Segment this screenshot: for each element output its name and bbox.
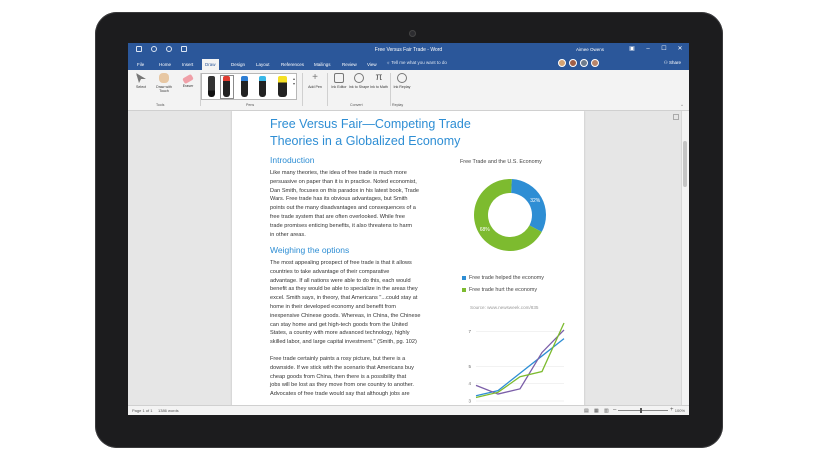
ink-editor-button[interactable] xyxy=(328,73,350,89)
title-bar xyxy=(128,43,689,57)
text-line: free trade system that are often overlooked. While free xyxy=(270,213,405,220)
ink-replay-button[interactable] xyxy=(391,73,413,89)
word-count[interactable]: 1386 words xyxy=(158,408,179,413)
red-pen[interactable] xyxy=(223,76,230,97)
text-line: Wars. Free trade has its obvious advantages, but Smith xyxy=(270,196,408,203)
plus-icon: + xyxy=(312,72,318,83)
tab-review[interactable]: Review xyxy=(342,62,357,67)
group-label-pens: Pens xyxy=(246,103,255,107)
eraser-icon xyxy=(182,74,194,84)
group-label-tools: Tools xyxy=(156,103,165,107)
print-layout-icon[interactable]: ▦ xyxy=(594,408,599,414)
maximize-icon[interactable]: ☐ xyxy=(661,46,667,52)
series-line[interactable] xyxy=(476,330,564,394)
window-controls xyxy=(627,45,685,54)
ribbon-draw xyxy=(128,70,689,111)
text-line: advantage. If all nations were able to do this, each would xyxy=(270,277,411,284)
page-count[interactable]: Page 1 of 1 xyxy=(132,408,153,413)
status-bar xyxy=(128,405,689,415)
tell-me-text: Tell me what you want to do xyxy=(391,60,447,65)
ink-to-math-label: Ink to Math xyxy=(370,85,388,89)
text-line: Free trade certainly paints a rosy picture, but there is a xyxy=(270,356,406,362)
legend-swatch-green xyxy=(462,288,466,292)
text-line: jobs will be lost as they move from one country to another. xyxy=(270,382,414,389)
document-title-line: Theories in a Globalized Economy xyxy=(270,134,461,148)
tab-design[interactable]: Design xyxy=(231,62,246,67)
chart-source: Source: www.newsweek.com/835 xyxy=(470,305,539,310)
person-icon: ⚇ xyxy=(663,60,669,65)
pens-gallery xyxy=(201,73,297,100)
vertical-scrollbar[interactable] xyxy=(681,111,689,405)
text-line: The most appealing prospect of free trade is that it allows xyxy=(270,260,412,266)
window-title: Free Versus Fair Trade - Word xyxy=(374,47,443,53)
slice-value-label: 68% xyxy=(479,226,490,233)
ink-to-shape-button[interactable] xyxy=(348,73,370,89)
text-line: home in their developed economy and benefit from xyxy=(270,303,396,310)
donut-slice[interactable] xyxy=(511,179,546,232)
y-tick-label: 5 xyxy=(468,363,471,369)
text-line: benefit as they would be able to specialize in the areas they xyxy=(270,286,418,293)
zoom-slider-thumb[interactable] xyxy=(640,408,642,413)
tab-home[interactable]: Home xyxy=(159,62,172,67)
scrollbar-thumb[interactable] xyxy=(683,141,687,187)
ribbon-options-icon[interactable]: ▣ xyxy=(629,46,635,52)
text-line: States, a country with more advanced technology, highly xyxy=(270,330,410,337)
legend-item-helped xyxy=(462,275,544,281)
document-title-line: Free Versus Fair—Competing Trade xyxy=(270,117,471,131)
text-line: countries to take advantage of their comparative xyxy=(270,268,390,275)
line-chart[interactable] xyxy=(460,315,570,405)
tab-layout[interactable]: Layout xyxy=(256,62,270,67)
text-line: in other areas. xyxy=(270,231,306,238)
avatar[interactable] xyxy=(591,59,599,67)
shape-icon xyxy=(354,73,364,83)
heading-weighing-options[interactable]: Weighing the options xyxy=(270,245,350,255)
y-tick-label: 7 xyxy=(468,329,471,335)
group-label-convert: Convert xyxy=(350,103,363,107)
text-line: skilled labor, and large capital investment." (Smith, pg. 102) xyxy=(270,339,417,346)
word-window xyxy=(128,43,689,415)
eraser-label: Eraser xyxy=(182,84,194,88)
ribbon-tabs xyxy=(128,57,689,70)
draw-with-touch-button[interactable] xyxy=(151,73,177,93)
text-line: points out the many disadvantages and consequences of a xyxy=(270,205,416,212)
text-line: persuasive on paper than it is in practice. Noted economist, xyxy=(270,178,417,185)
tab-mailings[interactable]: Mailings xyxy=(314,62,331,67)
cursor-icon xyxy=(136,73,146,83)
text-line: downside. If we stick with the scenario that Americans buy xyxy=(270,364,414,371)
add-pen-label: Add Pen xyxy=(308,85,322,89)
text-line: can stay home and get high-tech goods from the United xyxy=(270,321,408,328)
tab-references[interactable]: References xyxy=(281,62,305,67)
zoom-level[interactable]: 100% xyxy=(674,408,685,413)
tab-draw[interactable]: Draw xyxy=(202,59,219,70)
zoom-in-icon[interactable]: + xyxy=(670,407,674,413)
share-label: Share xyxy=(668,60,681,65)
replay-icon xyxy=(397,73,407,83)
close-icon[interactable]: ✕ xyxy=(677,46,683,52)
camera-icon xyxy=(409,30,416,37)
tab-file[interactable]: File xyxy=(137,62,145,67)
document-page[interactable] xyxy=(232,111,584,405)
web-layout-icon[interactable]: ▥ xyxy=(604,408,609,414)
group-divider xyxy=(302,73,303,106)
series-line[interactable] xyxy=(476,339,564,396)
series-line[interactable] xyxy=(476,323,564,398)
lightbulb-icon: ☼ xyxy=(386,60,392,65)
ink-editor-label: Ink Editor xyxy=(331,85,347,89)
ink-to-shape-label: Ink to Shape xyxy=(348,85,370,89)
legend-label: Free trade hurt the economy xyxy=(469,287,538,293)
draw-touch-label: Draw with Touch xyxy=(156,85,172,93)
black-pen[interactable] xyxy=(208,76,215,97)
add-pen-button[interactable] xyxy=(304,73,326,89)
read-mode-icon[interactable]: ▤ xyxy=(584,408,589,414)
free-trade-paragraph[interactable] xyxy=(270,355,440,399)
avatar[interactable] xyxy=(569,59,577,67)
intro-paragraph[interactable] xyxy=(270,169,440,239)
text-line: Like many theories, the idea of free trade is much more xyxy=(270,170,407,176)
heading-introduction[interactable]: Introduction xyxy=(270,155,315,165)
text-line: cheap goods from China, then there is a possibility that xyxy=(270,373,407,380)
gallery-scroll-icon[interactable]: ▴ ▾ xyxy=(292,76,295,86)
y-tick-label: 4 xyxy=(468,381,471,387)
ink-editor-icon xyxy=(334,73,344,83)
tab-insert[interactable]: Insert xyxy=(182,62,194,67)
eraser-button[interactable] xyxy=(177,73,199,88)
text-line: inexpensive Chinese goods. Whereas, in China, the Chinese xyxy=(270,312,421,319)
text-line: excel. Smith says, in theory, that Americans "...could stay at xyxy=(270,295,418,302)
document-title[interactable] xyxy=(270,116,500,150)
blue-pen[interactable] xyxy=(241,76,248,97)
minimize-icon[interactable]: – xyxy=(646,46,650,52)
legend-label: Free trade helped the economy xyxy=(469,275,544,281)
select-button[interactable] xyxy=(130,73,152,89)
yellow-highlighter[interactable] xyxy=(278,76,287,97)
zoom-slider[interactable] xyxy=(618,410,668,411)
avatar[interactable] xyxy=(558,59,566,67)
user-name[interactable]: Aimee Owens xyxy=(576,47,605,52)
share-button[interactable] xyxy=(664,60,681,66)
coauthor-avatars xyxy=(558,59,599,67)
y-tick-label: 3 xyxy=(468,398,471,404)
donut-chart-title: Free Trade and the U.S. Economy xyxy=(460,159,542,165)
ink-replay-label: Ink Replay xyxy=(393,85,411,89)
ruler-toggle-icon[interactable] xyxy=(673,114,679,120)
light-blue-pen[interactable] xyxy=(259,76,266,97)
collapse-ribbon-icon[interactable]: ^ xyxy=(681,103,683,108)
tell-me-search[interactable] xyxy=(386,60,447,65)
avatar[interactable] xyxy=(580,59,588,67)
document-area[interactable] xyxy=(128,111,689,405)
ink-to-math-button[interactable] xyxy=(368,73,390,89)
legend-item-hurt xyxy=(462,287,537,293)
select-label: Select xyxy=(136,85,146,89)
text-line: trade promises enticing benefits, it also threatens to harm xyxy=(270,222,413,229)
zoom-out-icon[interactable]: – xyxy=(613,407,617,413)
hand-pen-icon xyxy=(159,73,169,83)
group-label-replay: Replay xyxy=(392,103,404,107)
weighing-paragraph[interactable] xyxy=(270,259,440,347)
tab-view[interactable]: View xyxy=(367,62,377,67)
legend-swatch-blue xyxy=(462,276,466,280)
donut-chart[interactable] xyxy=(466,171,554,259)
text-line: Advocates of free trade would say that although jobs are xyxy=(270,391,410,398)
pi-icon: π xyxy=(375,72,383,83)
slice-value-label: 32% xyxy=(530,198,541,205)
text-line: Dan Smith, focuses on this paradox in his latest book, Trade xyxy=(270,187,419,194)
